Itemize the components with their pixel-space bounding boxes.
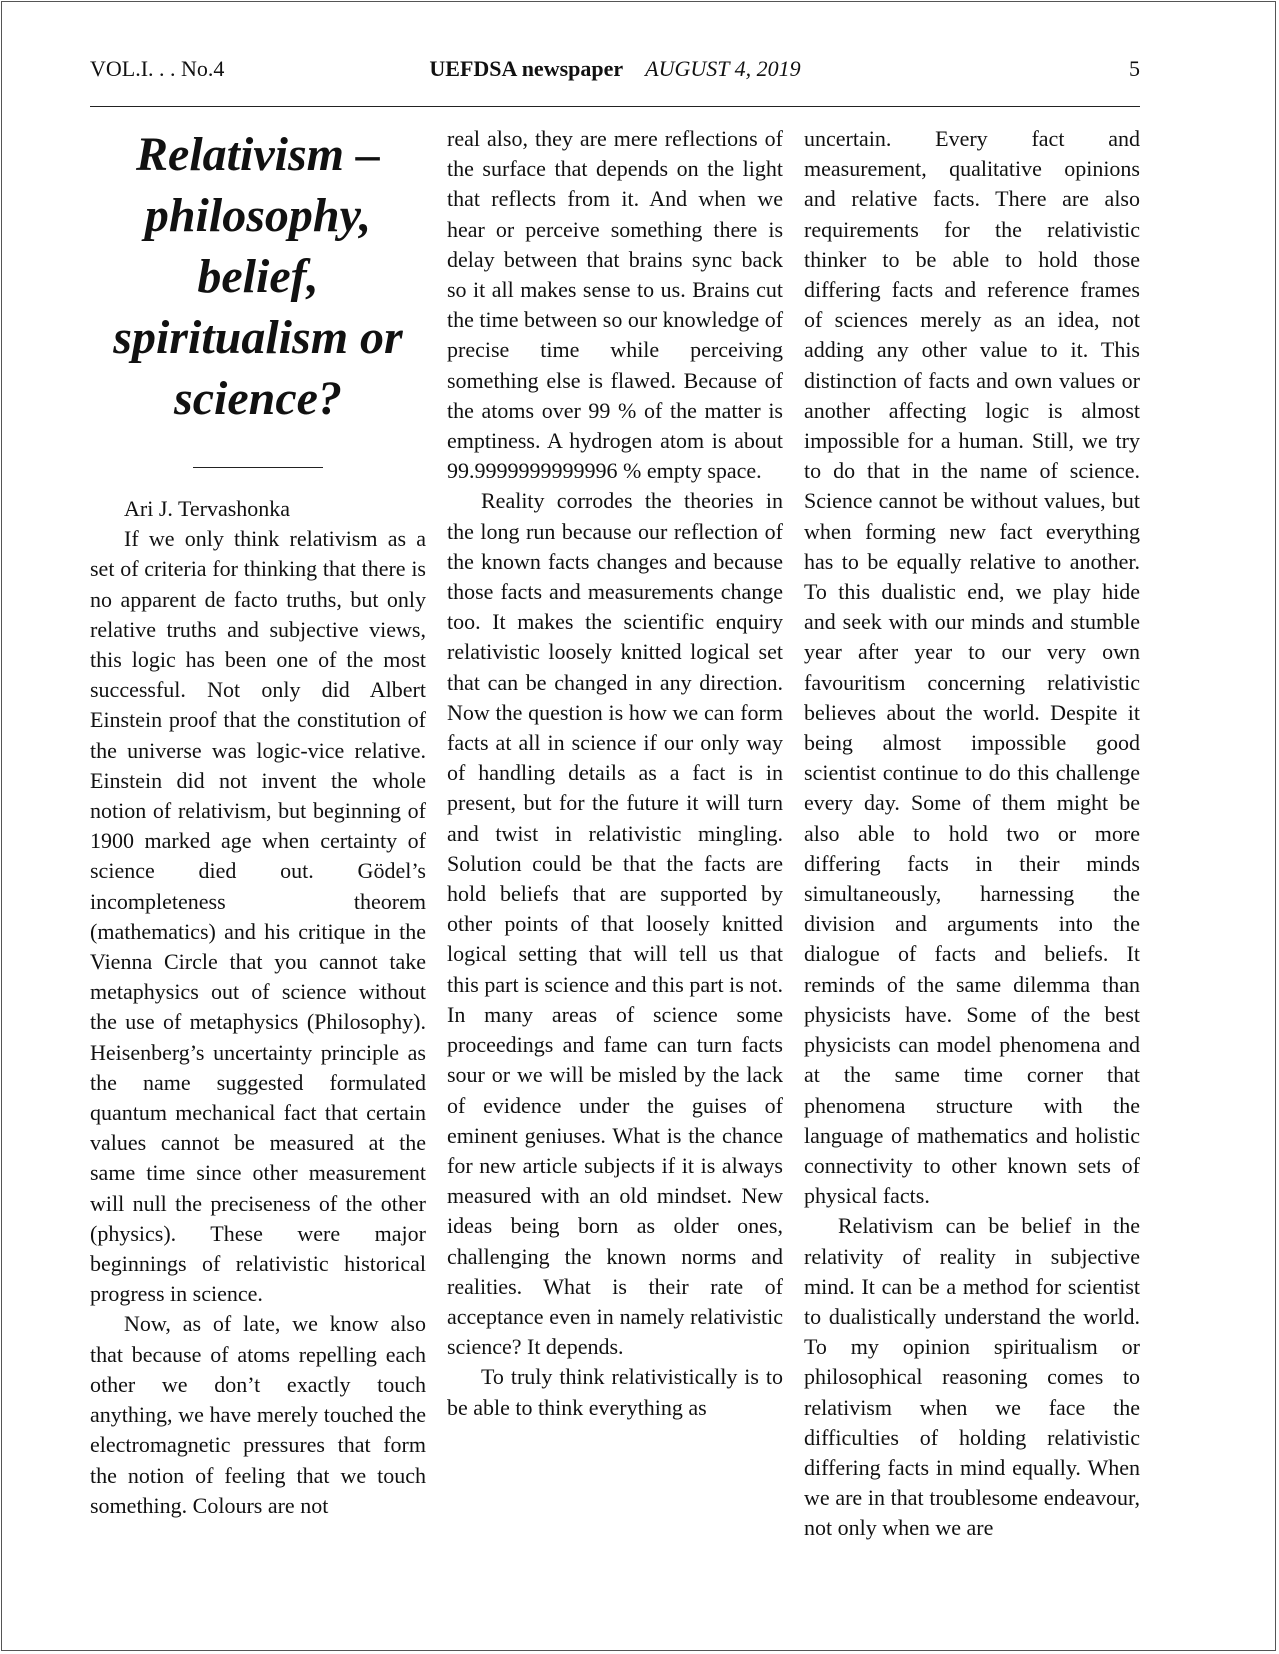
title-line: science? [174, 372, 342, 425]
issue-date: AUGUST 4, 2019 [645, 56, 801, 81]
volume-number: VOL.I. . . No.4 [90, 56, 225, 81]
article-column-1 [90, 124, 426, 1521]
title-line: Relativism – [136, 128, 380, 181]
paragraph: uncertain. Every fact and measurement, qualitative opinions and relative facts. There are also requirements for the relativistic thinker to be able to hold those differing facts and reference frames of sciences merely as an idea, not adding any other value to it. This distinction of facts and own values or another affecting logic is almost impossible for a human. Still, we try to do that in the name of science. Science cannot be without values, but when forming new fact everything has to be equally relative to another. To this dualistic end, we play hide and seek with our minds and stumble year after year to our very own favouritism concerning relativistic believes about the world. Despite it being almost impossible good scientist continue to do this challenge every day. Some of them might be also able to hold two or more differing facts in their minds simultaneously, harnessing the division and arguments into the dialogue of facts and beliefs. It reminds of the same dilemma than physicists have. Some of the best physicists can model phenomena and at the same time corner that phenomena structure with the language of mathematics and holistic connectivity to other known sets of physical facts. [804, 126, 1140, 1209]
article-title [90, 124, 426, 429]
paragraph: Reality corrodes the theories in the long run because our reflection of the known facts changes and because those facts and measurements change too. It makes the scientific enquiry relativistic loosely knitted logical set that can be changed in any direction. Now the question is how we can form facts at all in science if our only way of handling details as a fact is in present, but for the future it will turn and twist in relativistic mingling. Solution could be that the facts are hold beliefs that are supported by other points of that loosely knitted logical setting that will tell us that this part is science and this part is not. In many areas of science some proceedings and fame can turn facts sour or we will be misled by the lack of evidence under the guises of eminent geniuses. What is the chance for new article subjects if it is always measured with an old mindset. New ideas being born as older ones, challenging the known norms and realities. What is their rate of acceptance even in namely relativistic science? It depends. [447, 488, 783, 1360]
masthead [90, 56, 1140, 82]
paragraph: If we only think relativism as a set of criteria for thinking that there is no apparent de facto truths, but only relative truths and subjective views, this logic has been one of the most successful. Not only did Albert Einstein proof that the constitution of the universe was logic-vice relative. Einstein did not invent the whole notion of relativism, but beginning of 1900 marked age when certainty of science died out. Gödel’s incompleteness theorem (mathematics) and his critique in the Vienna Circle that you cannot take metaphysics out of science without the use of metaphysics (Philosophy). Heisenberg’s uncertainty principle as the name suggested formulated quantum mechanical fact that certain values cannot be measured at the same time since other measurement will null the preciseness of the other (physics). These were major beginnings of relativistic historical progress in science. [90, 526, 426, 1307]
page-number: 5 [1129, 56, 1140, 81]
title-rule [193, 467, 323, 468]
title-line: spiritualism or [113, 311, 403, 364]
running-header [90, 56, 1140, 90]
paragraph: Relativism can be belief in the relativity of reality in subjective mind. It can be a method for scientist to dualistically understand the world. To my opinion spiritualism or philosophical reasoning comes to relativism when we face the difficulties of holding relativistic differing facts in mind equally. When we are in that troublesome endeavour, not only when we are [804, 1213, 1140, 1541]
paragraph: Now, as of late, we know also that because of atoms repelling each other we don’t exactly touch anything, we have merely touched the electromagnetic pressures that form the notion of feeling that we touch something. Colours are not [90, 1311, 426, 1518]
paragraph: To truly think relativistically is to be able to think everything as [447, 1364, 783, 1420]
paragraph: real also, they are mere reflections of the surface that depends on the light that reflects from it. And when we hear or perceive something there is delay between that brains sync back so it all makes sense to us. Brains cut the time between so our knowledge of precise time while perceiving something else is flawed. Because of the atoms over 99 % of the matter is emptiness. A hydrogen atom is about 99.9999999999996 % empty space. [447, 126, 784, 484]
author-byline: Ari J. Tervashonka [124, 496, 291, 521]
article-column-2 [447, 124, 783, 1423]
title-line: philosophy, [144, 189, 372, 242]
publication-name: UEFDSA newspaper [429, 56, 624, 81]
header-rule [90, 106, 1140, 107]
title-line: belief, [197, 250, 319, 303]
article-column-3 [804, 124, 1140, 1544]
